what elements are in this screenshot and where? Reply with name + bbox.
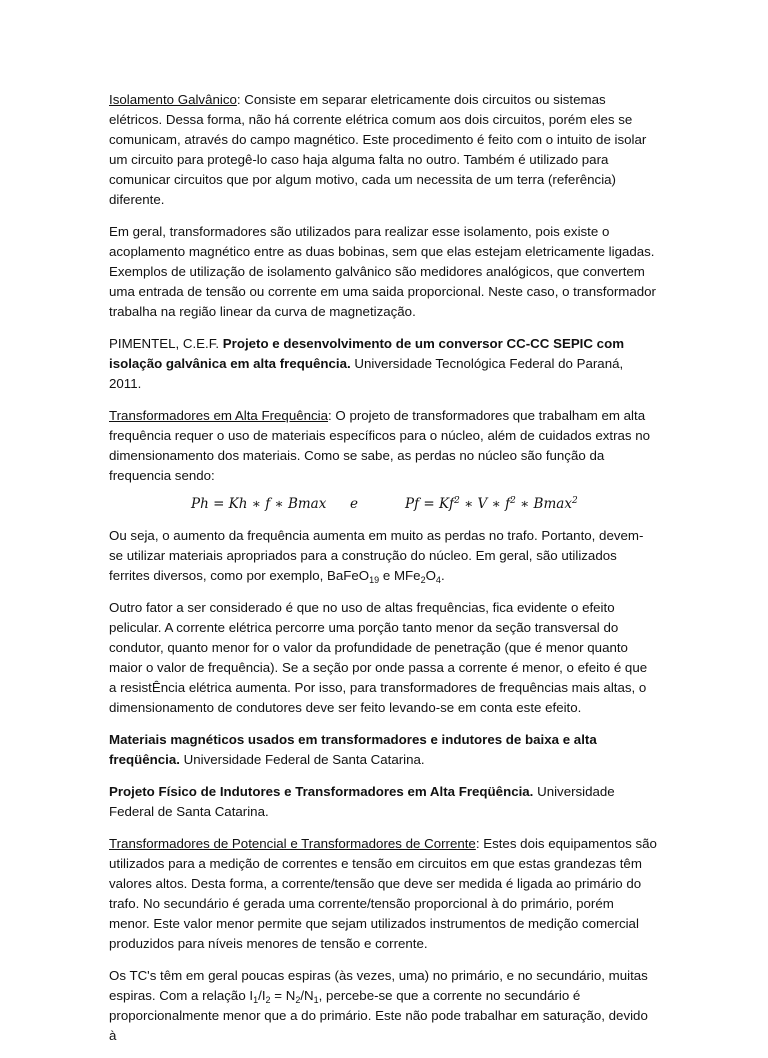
paragraph-text: Consiste em separar eletricamente dois circuitos ou sistemas elétricos. Dessa forma, não há corrente elétrica comum aos dois circuitos, porém eles se comunicam, através do campo magnético. Este procedimento é feito com o intuito de isolar um circuito para protegê-lo caso haja alguma falta no outro. Também é utilizado para comunicar circuitos que por algum motivo, cada um necessita de um terra (referência) diferente.	[109, 92, 647, 207]
document-body	[109, 90, 657, 1058]
paragraph-text: Ou seja, o aumento da frequência aumenta em muito as perdas no trafo. Portanto, devem-se utilizar materiais apropriados para a construção do núcleo. Em geral, são utilizados ferrites diversos, como por exemplo,	[109, 528, 644, 583]
chemical-formula-mfeo: $MFe_2O_4$	[393, 568, 441, 585]
reference-projeto-fisico	[109, 782, 657, 822]
paragraph-text: Estes dois equipamentos são utilizados para a medição de correntes e tensão em circuitos em que estas grandezas têm valores altos. Desta forma, a corrente/tensão que deve ser medida é ligada ao primário do trafo. No secundário é gerada uma corrente/tensão proporcional à do primário, porém menor. Este valor menor permite que sejam utilizados instrumentos de medição comercial produzidos para níveis menores de tensão e corrente.	[109, 836, 657, 951]
paragraph-text: Em geral, transformadores são utilizados para realizar esse isolamento, pois existe o acoplamento magnético entre as duas bobinas, sem que elas estejam eletricamente ligadas. Exemplos de utilização de isolamento galvânico são medidores analógicos, que convertem uma entrada de tensão ou corrente em uma saida proporcional. Neste caso, o transformador trabalha na região linear da curva de magnetização.	[109, 224, 656, 319]
paragraph-tp-tc: Transformadores de Potencial e Transformadores de Corrente: Estes dois equipamentos são utilizados para a medição de correntes e tensão em circuitos em que estas grandezas têm valores altos. Desta forma, a corrente/tensão que deve ser medida é ligada ao primário do trafo. No secundário é gerada uma corrente/tensão proporcional à do primário, porém menor. Este valor menor permite que sejam utilizados instrumentos de medição comercial produzidos para níveis menores de tensão e corrente.	[109, 836, 657, 951]
reference-publisher: Universidade Tecnológica Federal do Paraná, 2011.	[109, 356, 624, 391]
chemical-formula-bafeo: BaFeO$_{19}$	[327, 568, 380, 585]
section-heading: Isolamento Galvânico	[109, 92, 237, 107]
reference-title: Materiais magnéticos usados em transformadores e indutores de baixa e alta freqüência.	[109, 732, 597, 767]
paragraph-efeito-pelicular	[109, 598, 657, 718]
reference-publisher: Universidade Federal de Santa Catarina.	[109, 784, 615, 819]
paragraph-alta-frequencia: Transformadores em Alta Frequência: O projeto de transformadores que trabalham em alta frequência requer o uso de materiais específicos para o núcleo, além de cuidados extras no dimensionamento dos materiais. Como se sabe, as perdas no núcleo são função da frequencia sendo:	[109, 408, 651, 483]
reference-publisher: Universidade Federal de Santa Catarina.	[183, 752, 425, 767]
reference-pimentel	[109, 334, 657, 394]
paragraph-text: Outro fator a ser considerado é que no uso de altas frequências, fica evidente o efeito pelicular. A corrente elétrica percorre uma porção tanto menor da seção transversal do condutor, quanto menor for o valor da profundidade de penetração (que é menor quanto maior o valor de frequência). Se a seção por onde passa a corrente é menor, o efeito é que a resistÊncia elétrica aumenta. Por isso, para transformadores de frequências mais altas, o dimensionamento de condutores deve ser feito levando-se em conta este efeito.	[109, 600, 648, 715]
paragraph-ferrites: Ou seja, o aumento da frequência aumenta em muito as perdas no trafo. Portanto, devem-se utilizar materiais apropriados para a construção do núcleo. Em geral, são utilizados ferrites diversos, como por exemplo, BaFeO$_{19}$ e $MFe_2O_4$.	[109, 528, 644, 585]
section-heading: Transformadores de Potencial e Transformadores de Corrente	[109, 836, 476, 851]
reference-title: Projeto e desenvolvimento de um conversor CC-CC SEPIC com isolação galvânica em alta frequência.	[109, 336, 625, 371]
eddy-loss-formula: $Pf = Kf^2$ ∗ V ∗ $f^2$ ∗ Bmax$^2$	[405, 496, 578, 512]
paragraph-text: O projeto de transformadores que trabalham em alta frequência requer o uso de materiais específicos para o núcleo, além de cuidados extras no dimensionamento dos materiais. Como se sabe, as perdas no núcleo são função da frequencia sendo:	[109, 408, 651, 483]
formula-separator: e	[350, 496, 358, 512]
hysteresis-loss-formula: Ph = Kh ∗ f ∗ Bmax	[191, 496, 327, 512]
reference-materiais-magneticos	[109, 730, 657, 770]
loss-formulas	[109, 492, 657, 518]
paragraph-isolamento-galvanico: Isolamento Galvânico: Consiste em separar eletricamente dois circuitos ou sistemas elétricos. Dessa forma, não há corrente elétrica comum aos dois circuitos, porém eles se comunicam, através do campo magnético. Este procedimento é feito com o intuito de isolar um circuito para protegê-lo caso haja alguma falta no outro. Também é utilizado para comunicar circuitos que por algum motivo, cada um necessita de um terra (referência) diferente.	[109, 92, 647, 207]
paragraph-tcs: Os TC's têm em geral poucas espiras (às vezes, uma) no primário, e no secundário, muitas espiras. Com a relação $I_1/I_2 = N_2/N_1$, percebe-se que a corrente no secundário é proporcionalmente menor que a do primário. Este não pode trabalhar em saturação, devido à	[109, 968, 648, 1043]
reference-author: PIMENTEL, C.E.F.	[109, 336, 220, 351]
section-heading: Transformadores em Alta Frequência	[109, 408, 329, 423]
reference-title: Projeto Físico de Indutores e Transformadores em Alta Freqüência.	[109, 784, 534, 799]
paragraph-transformadores-isolamento	[109, 222, 657, 322]
